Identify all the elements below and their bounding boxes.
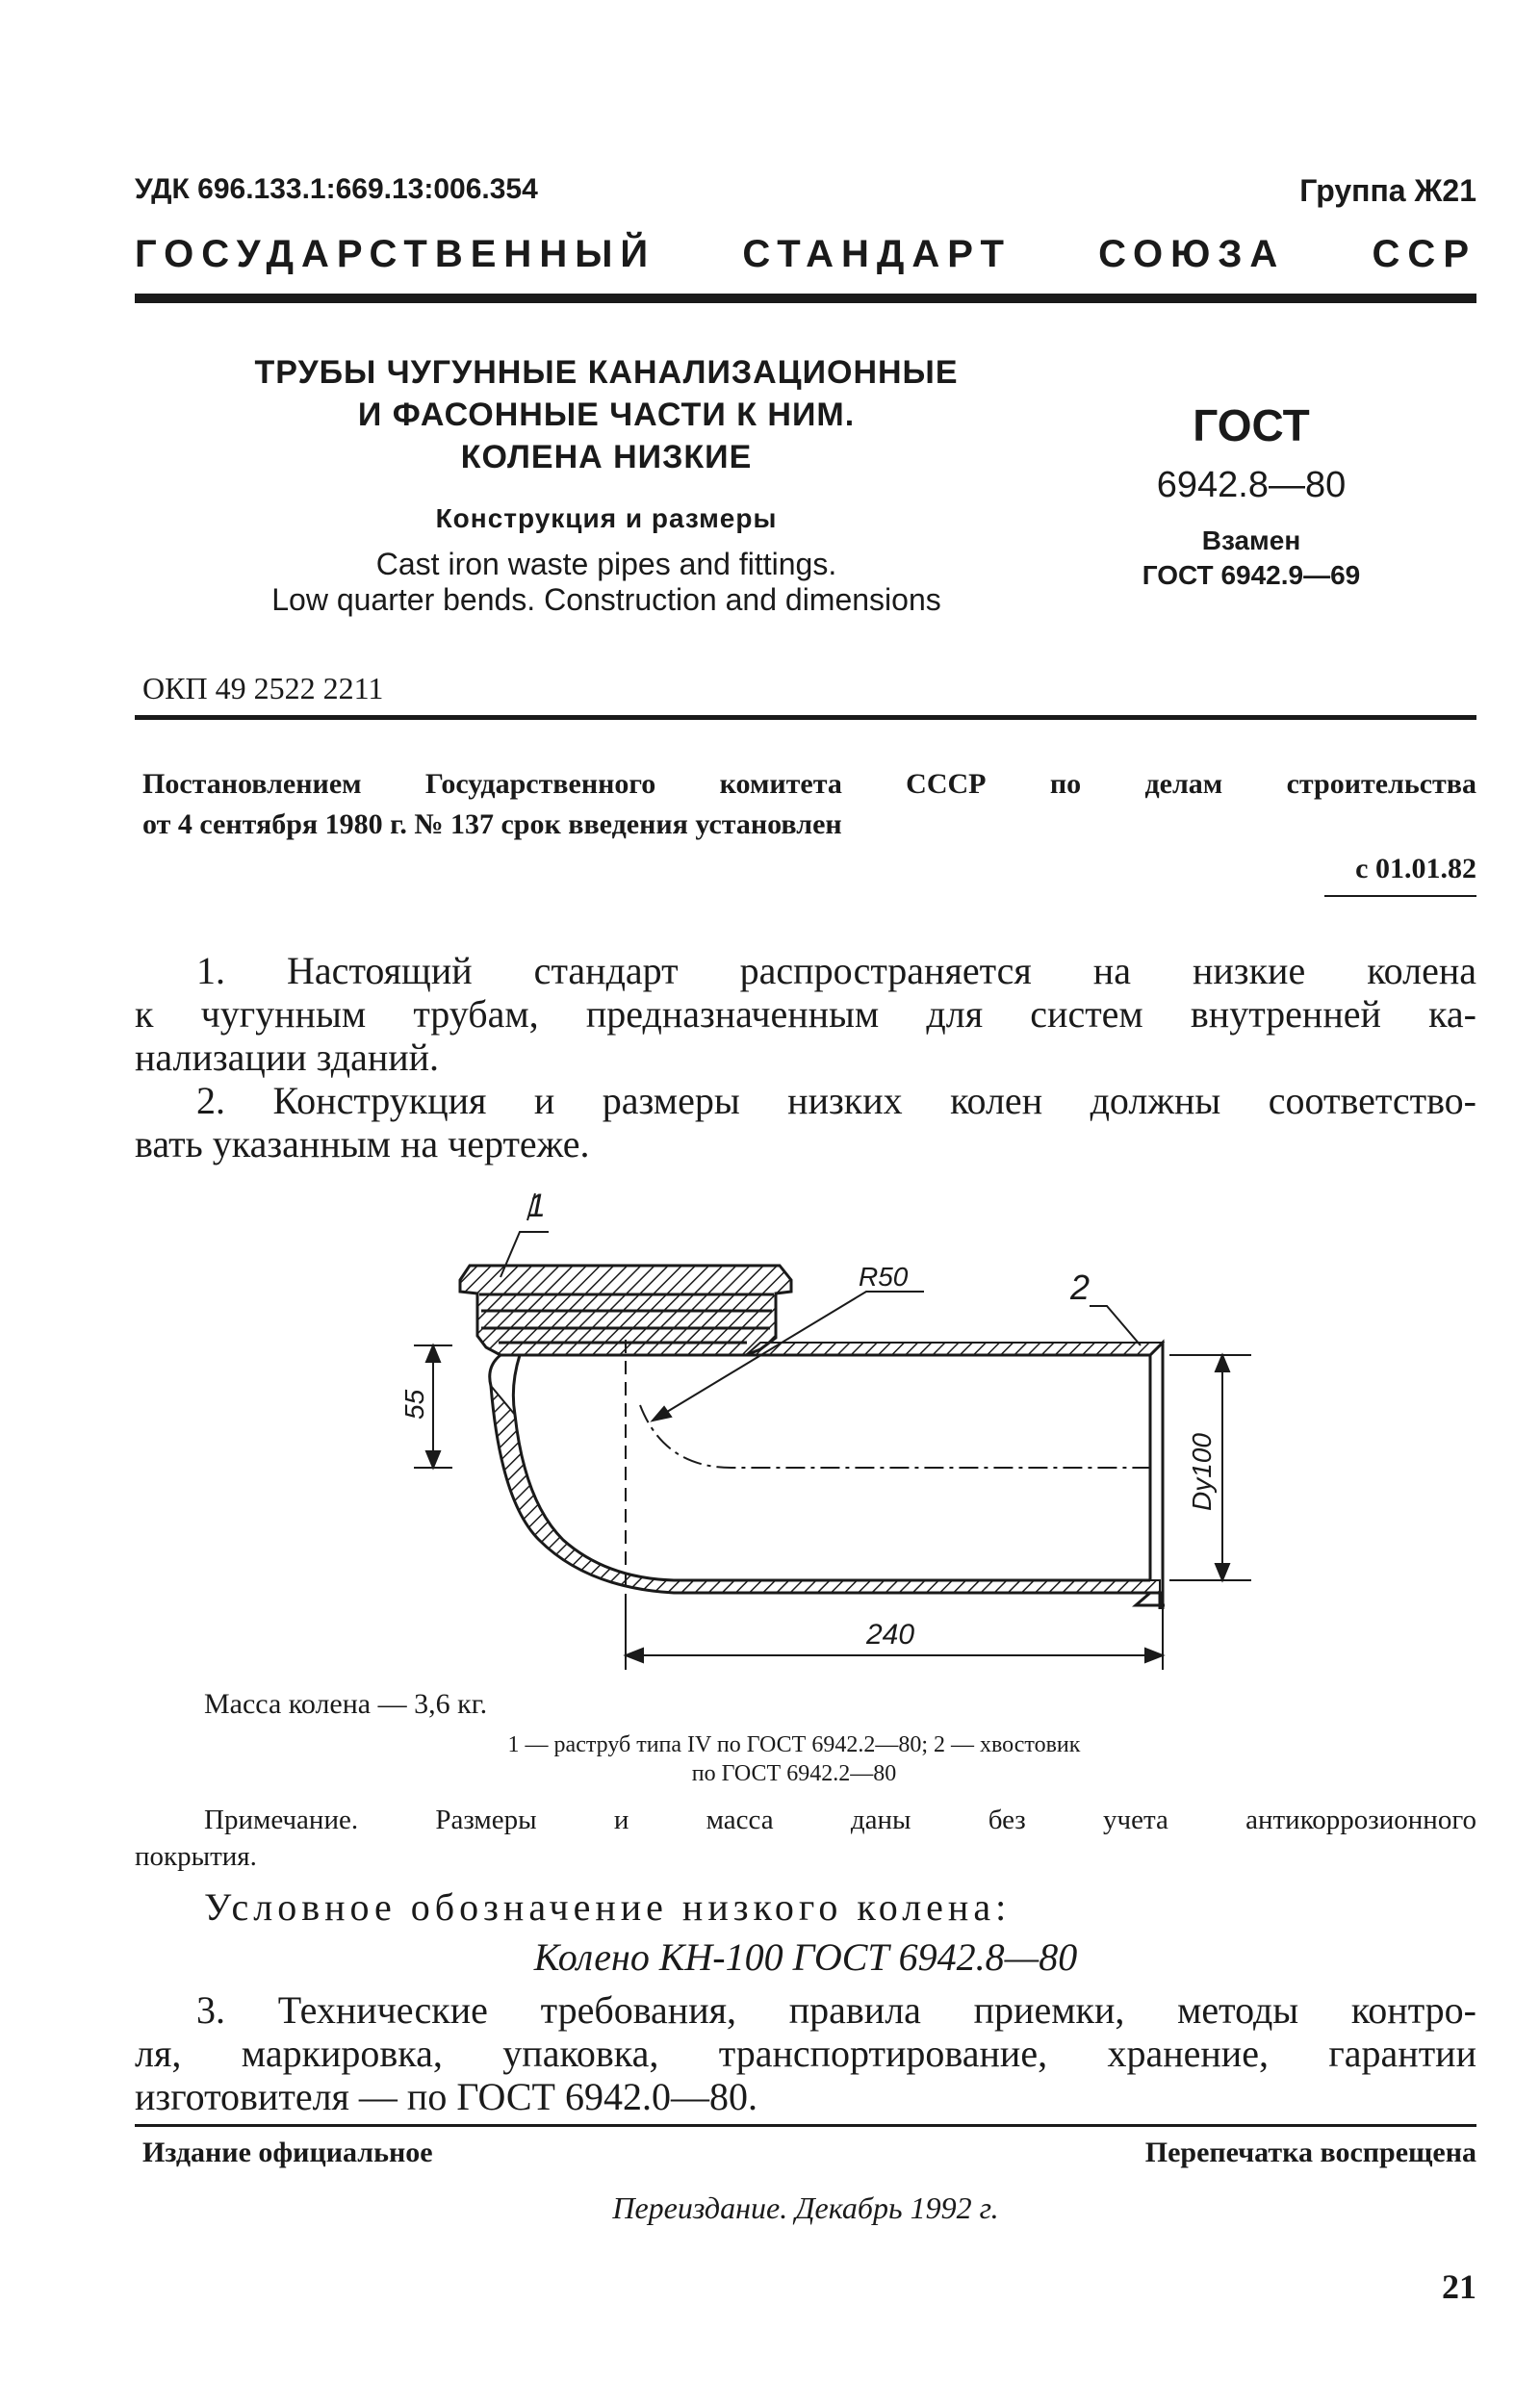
replaces-label: Взамен [1201,525,1301,555]
reissue: Переиздание. Декабрь 1992 г. [612,2190,999,2225]
dim-55-label: 55 [399,1389,429,1420]
title-ru-line3: КОЛЕНА НИЗКИЕ [460,439,753,475]
legend-line2: по ГОСТ 6942.2—80 [691,1761,897,1786]
note [135,1802,1476,1875]
designation-example: Колено КН-100 ГОСТ 6942.8—80 [533,1935,1078,1979]
paragraph-3 [135,1988,1476,2118]
p3-line3: изготовителя — по ГОСТ 6942.0—80. [135,2075,757,2118]
mass-caption: Масса колена — 3,6 кг. [204,1688,488,1720]
title-ru-line2: И ФАСОННЫЕ ЧАСТИ К НИМ. [357,397,856,433]
callout-1: 1 [527,1188,546,1224]
dim-dy-label: Dу100 [1187,1433,1217,1511]
title-ru-line1: ТРУБЫ ЧУГУННЫЕ КАНАЛИЗАЦИОННЫЕ [254,354,959,391]
p1-line3: нализации зданий. [135,1036,440,1079]
note-line1: Примечание. Размеры и масса даны без учета антикоррозионного [204,1805,1476,1835]
no-reprint: Перепечатка воспрещена [1144,2137,1476,2168]
replaces-gost: ГОСТ 6942.9—69 [1142,560,1361,590]
p2-line1: 2. Конструкция и размеры низких колен должны соответство- [196,1079,1476,1122]
decree-line2: от 4 сентября 1980 г. № 137 срок введения установлен [142,808,842,840]
decree-date: с 01.01.82 [1355,853,1476,884]
p1-line2: к чугунным трубам, предназначенным для систем внутренней ка- [135,992,1476,1036]
legend [289,1730,1299,1788]
dim-240-label: 240 [866,1619,915,1651]
page-number: 21 [1442,2267,1476,2306]
top-wall [746,1343,1163,1609]
group-code: Группа Ж21 [1299,173,1476,208]
udc-code: УДК 696.133.1:669.13:006.354 [135,173,538,205]
okp-code: ОКП 49 2522 2211 [142,671,384,705]
note-line2: покрытия. [135,1841,257,1872]
official-edition: Издание официальное [142,2137,433,2168]
callout-2: 2 [1070,1268,1091,1307]
radius-label: R50 [859,1262,909,1292]
legend-line1: 1 — раструб типа IV по ГОСТ 6942.2—80; 2 — хвостовик [507,1732,1081,1757]
title-subtitle: Конструкция и размеры [435,503,778,533]
p3-line1: 3. Технические требования, правила приемки, методы контро- [196,1988,1476,2032]
title-en-line1: Cast iron waste pipes and fittings. [375,547,837,581]
p1-line1: 1. Настоящий стандарт распространяется на низкие колена [196,949,1476,992]
gost-number: 6942.8—80 [1156,465,1347,505]
p2-line2: вать указанным на чертеже. [135,1122,590,1165]
designation-heading: Условное обозначение низкого колена: [204,1885,1012,1929]
title-en-line2: Low quarter bends. Construction and dimensions [271,582,941,617]
state-standard-heading: ГОСУДАРСТВЕННЫЙ СТАНДАРТ СОЮЗА ССР [135,233,1476,275]
p3-line2: ля, маркировка, упаковка, транспортирование, хранение, гарантии [135,2032,1476,2075]
decree-line1: Постановлением Государственного комитета СССР по делам строительства [142,768,1476,800]
gost-label: ГОСТ [1193,400,1310,450]
footer-rule [135,2124,1476,2127]
